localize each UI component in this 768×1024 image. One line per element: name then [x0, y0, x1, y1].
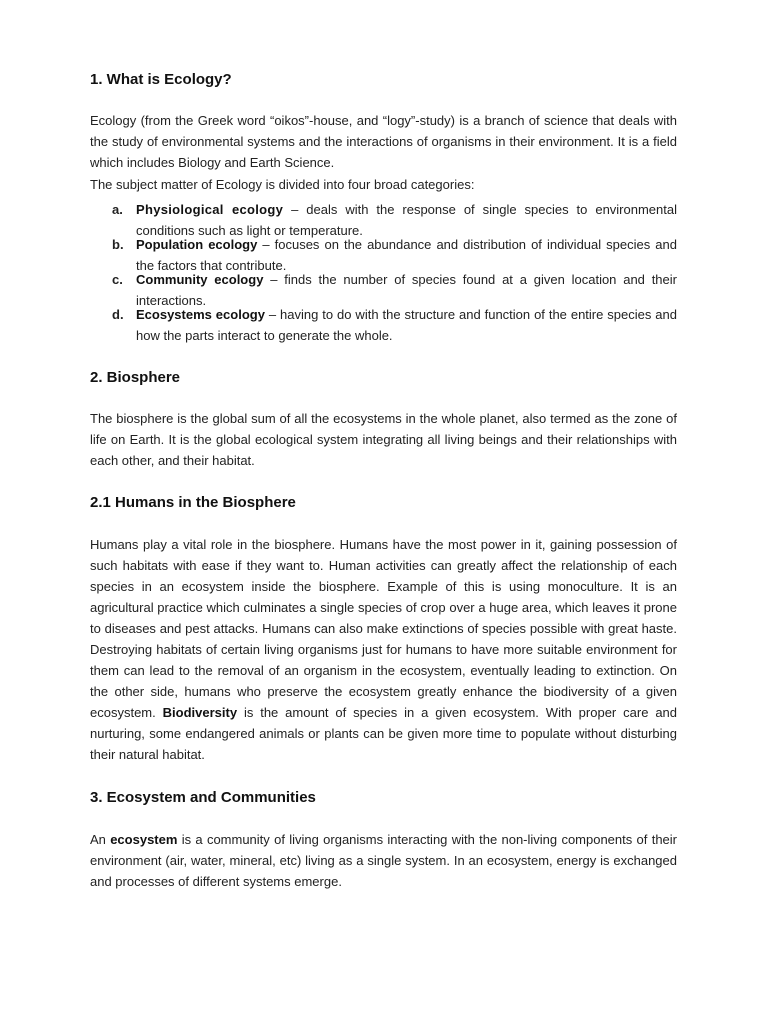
paragraph-text: Humans play a vital role in the biosphere. Humans have the most power in it, gaining possession of such habitats with ease if they want to. Human activities can greatly affect the relationship of each species in an ecosystem inside the biosphere. Example of this is using monoculture. It is an agricultural practice which culminates a single species of crop over a huge area, which leaves it prone to diseases and pest attacks. Humans can also make extinctions of species possible with great haste. Destroying habitats of certain living organisms just for humans to have more suitable environment for them can lead to the removal of an organism in the ecosystem, eventually leading to extinction. On the other side, humans who preserve the ecosystem greatly enhance the biodiversity of a given ecosystem. [90, 537, 677, 720]
section-heading-humans-in-biosphere: 2.1 Humans in the Biosphere [90, 494, 296, 511]
list-item-letter: d. [112, 307, 124, 322]
categories-intro-paragraph: The subject matter of Ecology is divided into four broad categories: [90, 177, 475, 192]
paragraph-text: is the amount of species in a given ecosystem. With proper care and nurturing, some endangered animals or plants can be given more time to populate without disturbing their natural habitat. [90, 705, 678, 762]
paragraph-text: An [90, 832, 111, 847]
list-item-text: – finds the number of species found at a given location and their interactions. [136, 272, 677, 308]
list-item-letter: a. [112, 202, 123, 217]
ecosystem-term: ecosystem [110, 832, 178, 847]
section-heading-biosphere: 2. Biosphere [90, 369, 181, 386]
list-item-letter: c. [112, 272, 123, 287]
biosphere-paragraph: The biosphere is the global sum of all the ecosystems in the whole planet, also termed as the zone of life on Earth. It is the global ecological system integrating all living beings and their relationships with each other, and their habitat. [90, 411, 677, 468]
list-item-term: Population ecology [136, 237, 258, 252]
section-heading-ecosystem-communities: 3. Ecosystem and Communities [90, 789, 316, 806]
list-item-text: – deals with the response of single species to environmental conditions such as light or temperature. [136, 202, 677, 238]
ecology-categories-list [90, 199, 677, 346]
paragraph-text: is a community of living organisms interacting with the non-living components of their environment (air, water, mineral, etc) living as a single system. In an ecosystem, energy is exchanged and processes of different systems emerge. [90, 832, 677, 889]
list-item-letter: b. [112, 237, 124, 252]
biodiversity-term: Biodiversity [162, 705, 238, 720]
ecology-definition-paragraph: Ecology (from the Greek word “oikos”-house, and “logy”-study) is a branch of science that deals with the study of environmental systems and the interactions of organisms in their environment. It is a field which includes Biology and Earth Science. [90, 113, 677, 170]
humans-biosphere-paragraph [90, 534, 677, 765]
ecosystem-paragraph [90, 829, 677, 892]
list-item-term: Physiological ecology [136, 202, 284, 217]
list-item-term: Community ecology [136, 272, 264, 287]
list-item-text: – having to do with the structure and function of the entire species and how the parts interact to generate the whole. [136, 307, 677, 343]
list-item [90, 304, 677, 346]
section-heading-what-is-ecology: 1. What is Ecology? [90, 71, 232, 88]
list-item-text: – focuses on the abundance and distribution of individual species and the factors that contribute. [136, 237, 677, 273]
document-page [90, 70, 677, 892]
list-item-term: Ecosystems ecology [136, 307, 265, 322]
